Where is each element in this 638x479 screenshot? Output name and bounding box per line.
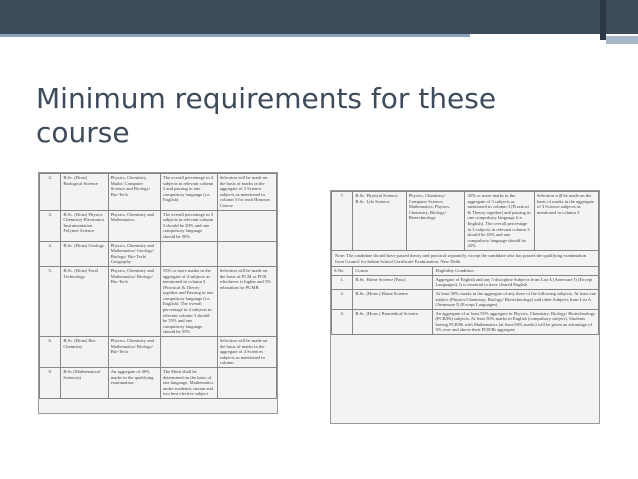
table-row: [40, 337, 277, 368]
cell-condition: An aggregate of at least 55% aggregate in Physics, Chemistry, Biology/ Biotechnology (PCB/Bt) subjects. At least 50% marks in English (compulsory subject). Students having PCB/Bt with Mathematics (at least 60% marks) will be given an advantage of 5% over and above their PCB/Bt aggregate: [433, 309, 599, 334]
table-row: [40, 266, 277, 336]
qualifying-note: Note: The candidate should have passed theory and practical separately, except the candidate who has passed the qualifying examination from Council for Indian School Certificate Examination, New Delhi: [331, 251, 599, 266]
right-document-image: [330, 190, 600, 424]
cell-num: 3.: [332, 309, 353, 334]
cell-course: B.Sc. (Hons) Physics Chemistry Electronics Instrumentation Polymer Science: [61, 210, 108, 241]
cell-course: B.Sc. (Hons) Biological Science: [61, 174, 108, 211]
table-row: [332, 192, 599, 251]
corner-box: [606, 36, 638, 44]
slide-title: Minimum requirements for these course: [36, 82, 497, 149]
cell-course: B.Sc. Home Science (Pass): [353, 275, 433, 289]
right-requirements-table: [331, 191, 599, 251]
cell-course: B.Sc. Physical Science, B.Sc. Life Science: [353, 192, 406, 251]
cell-selection: Selection will be made on the basis of marks in the aggregate of 4 Sciences subjects as mentioned in column: [217, 337, 276, 368]
header-strip: [0, 34, 470, 37]
cell-percentage: 55% or more marks in the aggregate of 4 subjects as mentioned in column 3 (Practical & Theory together and Passing in one compulsory language (i.e. English). The overall percentage in 4 subjects in relevant column 3 should be 55% and one compulsory language should be 55%: [160, 266, 217, 336]
table-row: [40, 174, 277, 211]
eligibility-header-course: Course: [353, 267, 433, 276]
cell-selection: Selection will be made on the basis of marks in the aggregate of 3 Science subjects as mentioned in column 3: [534, 192, 598, 251]
table-row: [332, 275, 599, 289]
table-row: [40, 210, 277, 241]
cell-subjects: Physics, Chemistry and Mathematics: [108, 210, 160, 241]
cell-num: 8.: [40, 368, 61, 399]
cell-percentage: The overall percentage in 3 subjects in relevant column 3 should be 50% and one compulsory language should be 50%: [160, 210, 217, 241]
cell-num: 1.: [332, 275, 353, 289]
left-requirements-table: [39, 173, 277, 399]
eligibility-table: [331, 266, 599, 335]
cell-num: 2.: [332, 289, 353, 309]
eligibility-header-condition: Eligibility Condition: [433, 267, 599, 276]
cell-selection: Selection will be made on the basis of marks in the aggregate of 3 Science subjects as mentioned in column 3 for each Honours Course: [217, 174, 276, 211]
table-row: [332, 309, 599, 334]
cell-course: B.Sc.(Mathematical Sciences): [61, 368, 108, 399]
cell-course: B.Sc. (Hons.) Biomedical Science: [353, 309, 433, 334]
cell-num: 5.: [40, 266, 61, 336]
cell-condition: Aggregate of English and any 3 discipline Subjects from List A (Annexure I) (Except Languages). It is essential to have cleared English: [433, 275, 599, 289]
cell-num: 7.: [332, 192, 353, 251]
header-accent: [600, 0, 606, 40]
cell-subjects: Physics, Chemistry, Maths/ Computer Science and Biology/ Bio-Tech: [108, 174, 160, 211]
cell-subjects: An aggregate of 40% marks in the qualifying examination.: [108, 368, 160, 399]
cell-percentage: The overall percentage in 4 subjects in relevant column 3 and passing in one compulsory language (i.e. English): [160, 174, 217, 211]
cell-subjects: Physics, Chemistry and Mathematics/ Geology/ Biology/ Bio-Tech/ Geography: [108, 241, 160, 266]
cell-selection: Selection will be made on the basis of PCM or PCB whichever is higher and 5% relaxation for PCMB: [217, 266, 276, 336]
cell-subjects: Physics, Chemistry/ Computer Science, Mathematics; Physics, Chemistry, Biology/ Biotechnology: [406, 192, 465, 251]
table-row: [332, 289, 599, 309]
table-row: [40, 241, 277, 266]
left-document-image: [38, 172, 278, 414]
cell-selection: [217, 368, 276, 399]
cell-selection: [217, 210, 276, 241]
cell-selection: [217, 241, 276, 266]
cell-course: B.Sc. (Hons.) Home Science: [353, 289, 433, 309]
cell-percentage: [160, 241, 217, 266]
cell-course: B.Sc. (Hons) Geology: [61, 241, 108, 266]
table-row: [40, 368, 277, 399]
cell-course: B.Sc. (Hons) Bio-Chemistry: [61, 337, 108, 368]
cell-subjects: Physics, Chemistry and Mathematics/ Biology/ Bio-Tech: [108, 266, 160, 336]
cell-percentage: [160, 337, 217, 368]
cell-condition: At least 50% marks in the aggregate of any three of the following subjects: At least one subject (Physics/Chemistry, Biology/ Biotechnology) and other Subjects from List A (Annexure I) (Except Languages): [433, 289, 599, 309]
cell-num: 6.: [40, 337, 61, 368]
cell-subjects: Physics, Chemistry and Mathematics/ Biology/ Bio-Tech: [108, 337, 160, 368]
cell-num: 4.: [40, 241, 61, 266]
cell-percentage: The Merit shall be determined on the basis of one language, Mathematics under academic stream and two best elective subject.: [160, 368, 217, 399]
eligibility-header-sno: S.No.: [332, 267, 353, 276]
cell-num: 3.: [40, 210, 61, 241]
header-bar: [0, 0, 638, 34]
cell-course: B.Sc. (Hons) Food Technology: [61, 266, 108, 336]
cell-num: 2.: [40, 174, 61, 211]
cell-percentage: 45% or more marks in the aggregate of 3 subjects as mentioned in column 3 (Practical & Theory together) and passing in one compulsory language (i.e. English). The overall percentage in 3 subjects in relevant column 3 should be 45% and one compulsory language should be 45%: [465, 192, 534, 251]
